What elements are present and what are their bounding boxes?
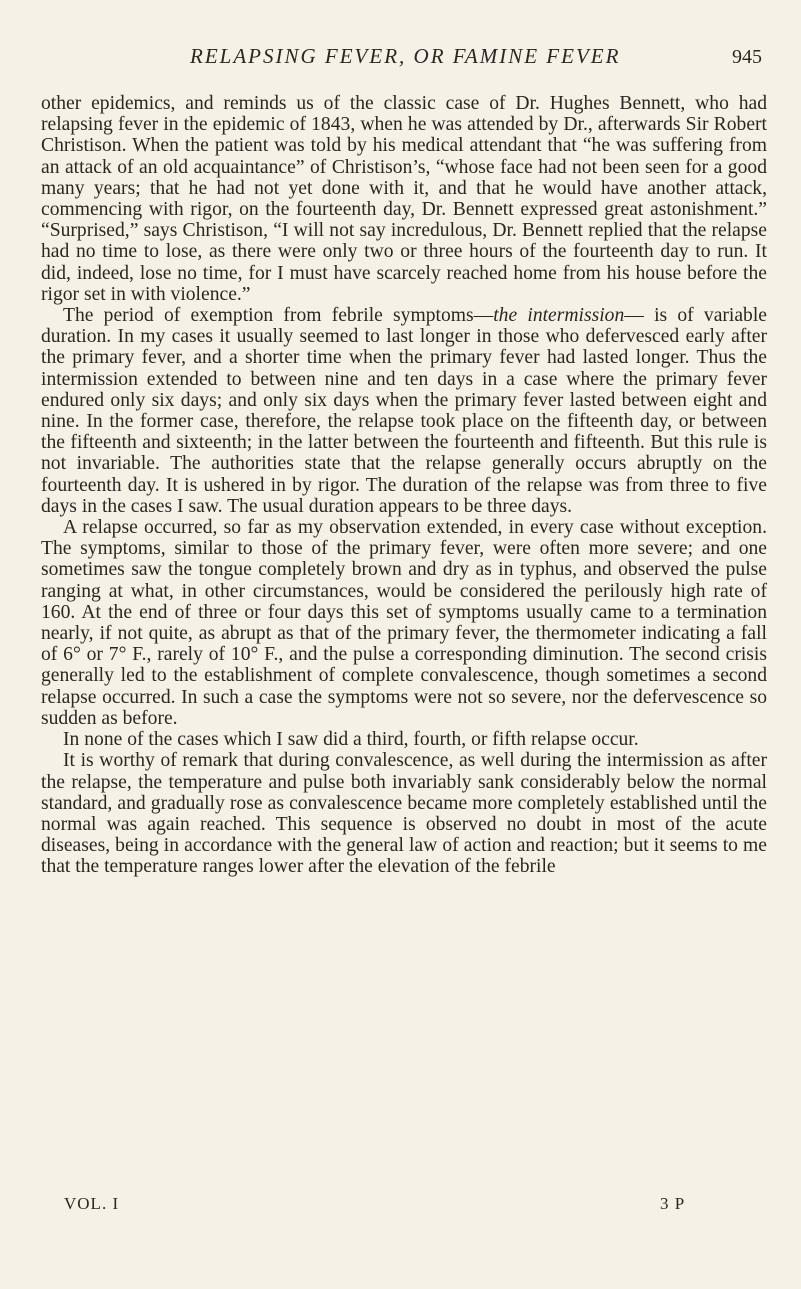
paragraph-5: It is worthy of remark that during convalescence, as well during the intermission as after the relapse, the temperature and pulse both invariably sank considerably below the normal standard, and gradually rose as convalescence became more completely established until the normal was again reached. This sequence is observed no doubt in most of the acute diseases, being in accordance with the general law of action and reaction; but it seems to me that the temperature ranges lower after the elevation of the febrile <box>41 750 767 878</box>
body-text <box>41 93 767 878</box>
paragraph-2 <box>41 305 767 517</box>
paragraph-3: A relapse occurred, so far as my observation extended, in every case without exception. The symptoms, similar to those of the primary fever, were often more severe; and one sometimes saw the tongue completely brown and dry as in typhus, and observed the pulse ranging at what, in other circumstances, would be considered the perilously high rate of 160. At the end of three or four days this set of symptoms usually came to a termination nearly, if not quite, as abrupt as that of the primary fever, the thermometer indicating a fall of 6° or 7° F., rarely of 10° F., and the pulse a corresponding diminution. The second crisis generally led to the establishment of complete convalescence, though sometimes a second relapse occurred. In such a case the symptoms were not so severe, nor the defervescence so sudden as before. <box>41 517 767 729</box>
paragraph-2-start: The period of exemption from febrile symptoms— <box>63 305 494 327</box>
paragraph-2-italic-term: the intermission <box>493 305 625 327</box>
paragraph-1: other epidemics, and reminds us of the classic case of Dr. Hughes Bennett, who had relapsing fever in the epidemic of 1843, when he was attended by Dr., afterwards Sir Robert Christison. When the patient was told by his medical attendant that “he was suffering from an attack of an old acquaintance” of Christison’s, “whose face had not been seen for a good many years; that he had not yet done with it, and that he would have another attack, commencing with rigor, on the fourteenth day, Dr. Bennett expressed great astonishment.” “Surprised,” says Christison, “I will not say incredulous, Dr. Bennett replied that the relapse had no time to lose, as there were only two or three hours of the fourteenth day to run. It did, indeed, lose no time, for I must have scarcely reached home from his house before the rigor set in with violence.” <box>41 93 767 305</box>
signature-mark: 3 P <box>660 1194 686 1213</box>
paragraph-4: In none of the cases which I saw did a third, fourth, or fifth relapse occur. <box>63 729 639 751</box>
running-head: RELAPSING FEVER, OR FAMINE FEVER <box>190 44 621 68</box>
paragraph-2-rest: — is of variable duration. In my cases it usually seemed to last longer in those who defervesced early after the primary fever, and a shorter time when the primary fever had lasted longer. Thus the intermission extended to between nine and ten days in a case where the primary fever endured only six days; and only six days when the primary fever lasted between eight and nine. In the former case, therefore, the relapse took place on the fifteenth day, or between the fifteenth and sixteenth; in the latter between the fourteenth and fifteenth. But this rule is not invariable. The authorities state that the relapse generally occurs abruptly on the fourteenth day. It is ushered in by rigor. The duration of the relapse was from three to five days in the cases I saw. The usual duration appears to be three days. <box>41 305 767 517</box>
volume-mark: VOL. I <box>64 1194 120 1213</box>
page-number: 945 <box>732 46 762 68</box>
